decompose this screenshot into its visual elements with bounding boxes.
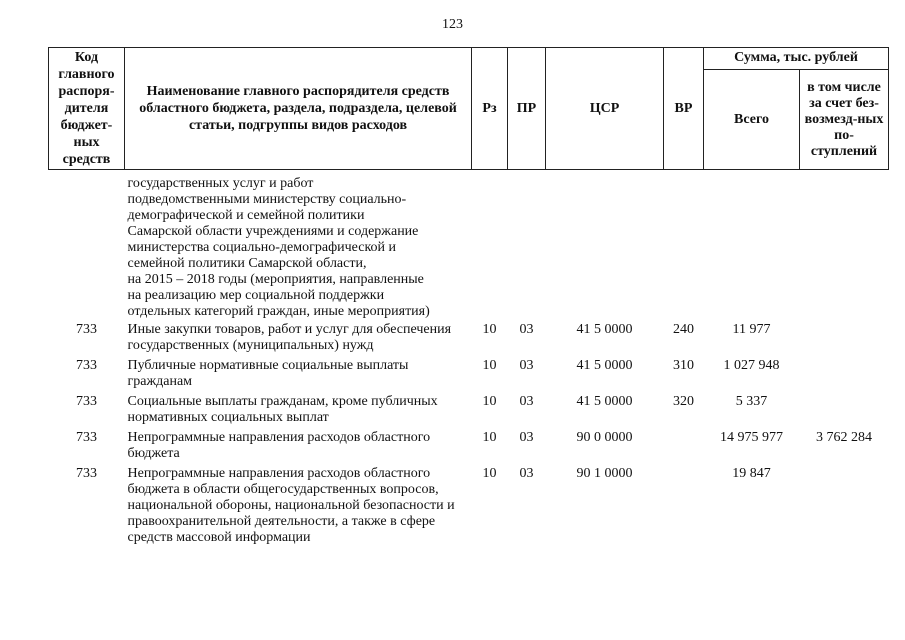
cell-csr: 41 5 0000 <box>576 322 633 337</box>
cell-kod: 733 <box>76 466 97 481</box>
cell-vsego: 14 975 977 <box>720 430 783 445</box>
continuation-line: семейной политики Самарской области, <box>127 256 367 271</box>
cell-csr: 41 5 0000 <box>576 358 633 373</box>
cell-vsego: 19 847 <box>732 466 771 481</box>
header-vsego: Всего <box>704 70 800 170</box>
continuation-line: министерства социально-демографической и <box>127 240 397 255</box>
header-bezv: в том числе за счет без-возмезд-ных по-ступлений <box>800 70 889 170</box>
continuation-line: отдельных категорий граждан, иные мероприятия) <box>127 304 430 319</box>
cell-bezv: 3 762 284 <box>816 430 872 445</box>
cell-pr: 03 <box>519 430 534 445</box>
cell-rz: 10 <box>482 430 497 445</box>
cell-bezv <box>800 320 889 356</box>
cell-name: Непрограммные направления расходов областного бюджета <box>127 430 431 461</box>
cell-pr: 03 <box>519 358 534 373</box>
cell-name: Публичные нормативные социальные выплаты гражданам <box>127 358 409 389</box>
cell-vr: 240 <box>673 322 694 337</box>
budget-table <box>48 47 889 548</box>
cell-csr: 90 0 0000 <box>576 430 633 445</box>
cell-vr: 310 <box>673 358 694 373</box>
cell-pr: 03 <box>519 394 534 409</box>
cell-vsego: 1 027 948 <box>723 358 780 373</box>
page-number: 123 <box>442 17 463 32</box>
cell-kod: 733 <box>76 430 97 445</box>
cell-rz: 10 <box>482 466 497 481</box>
continuation-text <box>125 170 472 321</box>
cell-kod: 733 <box>76 322 97 337</box>
cell-rz: 10 <box>482 394 497 409</box>
cell-vsego: 5 337 <box>735 394 768 409</box>
cell-bezv <box>800 356 889 392</box>
table-row-continuation <box>49 170 889 321</box>
cell-pr: 03 <box>519 466 534 481</box>
continuation-line: демографической и семейной политики <box>127 208 365 223</box>
cell-pr: 03 <box>519 322 534 337</box>
cell-name: Непрограммные направления расходов областного бюджета в области общегосударственных вопросов, национальной обороны, национальной безопасности и правоохранительной деятельности, а также в сфере средств массовой информации <box>127 466 455 545</box>
continuation-line: государственных услуг и работ <box>127 176 314 191</box>
continuation-line: на реализацию мер социальной поддержки <box>127 288 385 303</box>
cell-vr <box>664 428 704 464</box>
table-row <box>49 428 889 464</box>
cell-bezv <box>800 464 889 548</box>
cell-csr: 90 1 0000 <box>576 466 633 481</box>
cell-csr: 41 5 0000 <box>576 394 633 409</box>
table-row <box>49 320 889 356</box>
table-row <box>49 356 889 392</box>
header-rz: Рз <box>472 48 508 170</box>
table-row <box>49 464 889 548</box>
cell-name: Иные закупки товаров, работ и услуг для обеспечения государственных (муниципальных) нужд <box>127 322 452 353</box>
cell-bezv <box>800 392 889 428</box>
header-csr: ЦСР <box>546 48 664 170</box>
header-name: Наименование главного распорядителя средств областного бюджета, раздела, подраздела, целевой статьи, подгруппы видов расходов <box>125 48 472 170</box>
continuation-line: на 2015 – 2018 годы (мероприятия, направленные <box>127 272 424 287</box>
header-vr: ВР <box>664 48 704 170</box>
header-kod: Код главного распоря-дителя бюджет-ных средств <box>49 48 125 170</box>
cell-rz: 10 <box>482 358 497 373</box>
table-row <box>49 392 889 428</box>
cell-vr: 320 <box>673 394 694 409</box>
cell-rz: 10 <box>482 322 497 337</box>
cell-kod: 733 <box>76 394 97 409</box>
header-pr: ПР <box>508 48 546 170</box>
continuation-line: Самарской области учреждениями и содержание <box>127 224 419 239</box>
cell-vr <box>664 464 704 548</box>
table-header <box>49 48 889 170</box>
header-summa: Сумма, тыс. рублей <box>704 48 889 70</box>
table-body <box>49 170 889 549</box>
cell-kod: 733 <box>76 358 97 373</box>
cell-name: Социальные выплаты гражданам, кроме публичных нормативных социальных выплат <box>127 394 438 425</box>
cell-vsego: 11 977 <box>732 322 771 337</box>
continuation-line: подведомственными министерству социально- <box>127 192 407 207</box>
